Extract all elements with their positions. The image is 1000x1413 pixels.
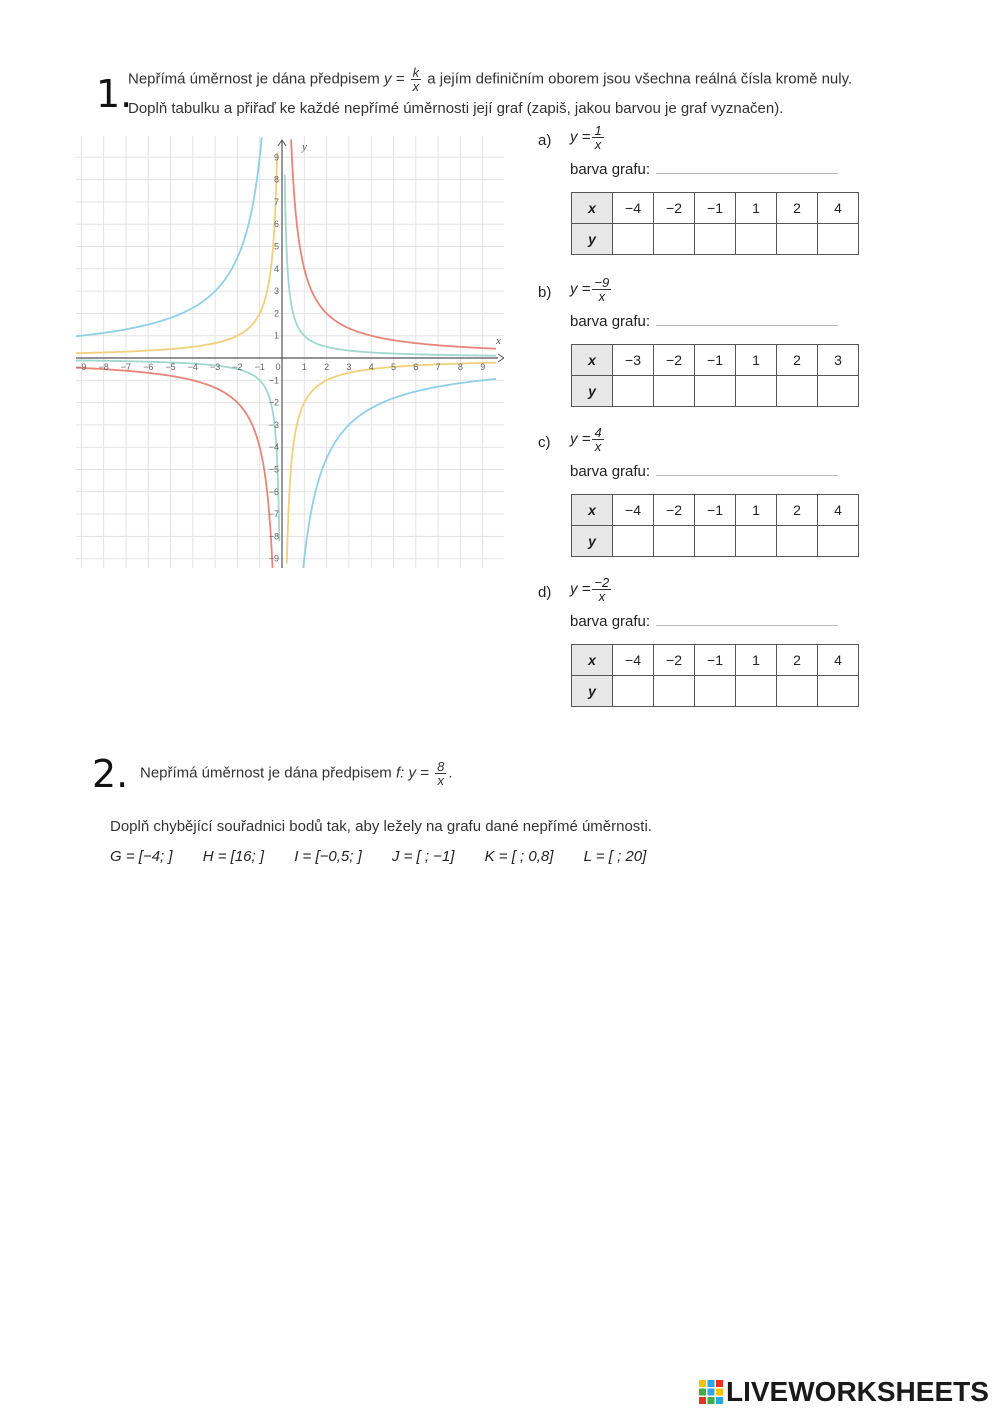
question-2-number: 2. <box>92 752 129 796</box>
q2-intro-pre: Nepřímá úměrnost je dána předpisem <box>140 764 392 782</box>
x-cell: 3 <box>818 345 859 376</box>
y-tick-label: 1 <box>273 330 279 341</box>
y-tick-label: 5 <box>273 241 279 252</box>
formula-fraction <box>592 576 611 603</box>
barva-grafu <box>570 613 838 630</box>
x-tick-label: 5 <box>390 362 397 372</box>
hyperbola-curve <box>287 363 496 564</box>
y-answer-cell[interactable] <box>613 224 654 255</box>
table-row-x <box>572 193 859 224</box>
x-cell: −1 <box>695 193 736 224</box>
formula-y: y = <box>570 430 591 448</box>
x-cell: 1 <box>736 345 777 376</box>
logo-icon <box>698 1379 724 1405</box>
point-l[interactable]: L = [ ; 20] <box>583 848 647 865</box>
barva-label: barva grafu: <box>570 161 651 178</box>
y-answer-cell[interactable] <box>777 376 818 407</box>
hyperbola-curve <box>302 379 496 568</box>
barva-answer-field[interactable] <box>656 172 838 174</box>
y-answer-cell[interactable] <box>818 224 859 255</box>
item-label: a) <box>538 132 552 149</box>
row-header-x: x <box>572 345 613 376</box>
x-cell: −1 <box>695 345 736 376</box>
fraction-denominator: x <box>598 589 606 604</box>
x-cell: −4 <box>613 495 654 526</box>
point-g[interactable]: G = [−4; ] <box>110 848 173 865</box>
formula-fraction <box>592 426 603 453</box>
item-formula <box>570 576 613 603</box>
x-tick-label: −5 <box>165 362 176 372</box>
value-table <box>571 644 859 707</box>
row-header-y: y <box>572 376 613 407</box>
point-k[interactable]: K = [ ; 0,8] <box>484 848 554 865</box>
y-tick-label: 7 <box>273 196 279 207</box>
y-tick-label: −1 <box>268 375 279 386</box>
x-cell: −2 <box>654 345 695 376</box>
q2-instruction: Doplň chybějící souřadnici bodů tak, aby ležely na grafu dané nepřímé úměrnosti. <box>110 818 652 835</box>
y-tick-label: −5 <box>268 464 279 475</box>
x-cell: 2 <box>777 495 818 526</box>
barva-grafu <box>570 161 838 178</box>
q2-intro-den: x <box>437 773 444 788</box>
x-cell: 1 <box>736 193 777 224</box>
x-tick-label: 7 <box>435 362 441 372</box>
x-tick-label: 9 <box>480 362 486 372</box>
y-tick-label: −2 <box>268 397 279 408</box>
fraction-denominator: x <box>598 289 606 304</box>
point-i[interactable]: I = [−0,5; ] <box>294 848 362 865</box>
item-formula <box>570 124 606 151</box>
y-answer-cell[interactable] <box>613 526 654 557</box>
value-table <box>571 344 859 407</box>
y-answer-cell[interactable] <box>695 224 736 255</box>
x-tick-label: −9 <box>76 362 87 372</box>
y-answer-cell[interactable] <box>736 376 777 407</box>
x-cell: −2 <box>654 193 695 224</box>
barva-label: barva grafu: <box>570 313 651 330</box>
x-axis-label: x <box>496 335 501 347</box>
y-answer-cell[interactable] <box>695 376 736 407</box>
fraction-numerator: 4 <box>594 425 602 440</box>
x-cell: −2 <box>654 645 695 676</box>
fraction-numerator: −2 <box>594 575 610 590</box>
barva-answer-field[interactable] <box>656 624 838 626</box>
barva-label: barva grafu: <box>570 463 651 480</box>
y-answer-cell[interactable] <box>695 676 736 707</box>
item-label: d) <box>538 584 552 601</box>
x-cell: −3 <box>613 345 654 376</box>
q1-intro-fraction <box>411 66 422 93</box>
hyperbola-graph <box>76 136 504 568</box>
y-answer-cell[interactable] <box>654 676 695 707</box>
y-answer-cell[interactable] <box>736 224 777 255</box>
row-header-x: x <box>572 645 613 676</box>
item-formula <box>570 276 613 303</box>
q2-intro-f: f: y = <box>395 764 429 782</box>
q2-intro-num: 8 <box>437 759 445 774</box>
table-row-y <box>572 526 859 557</box>
x-tick-label: −4 <box>187 362 198 372</box>
y-tick-label: 9 <box>273 152 279 163</box>
x-tick-label: −8 <box>98 362 109 372</box>
x-tick-label: 3 <box>346 362 352 372</box>
barva-grafu <box>570 313 838 330</box>
x-tick-label: 1 <box>301 362 307 372</box>
q1-intro-pre: Nepřímá úměrnost je dána předpisem <box>128 70 380 88</box>
x-tick-label: 0 <box>275 362 281 372</box>
q1-intro-post: a jejím definičním oborem jsou všechna reálná čísla kromě nuly. <box>427 70 853 88</box>
x-cell: 1 <box>736 645 777 676</box>
y-answer-cell[interactable] <box>736 676 777 707</box>
y-answer-cell[interactable] <box>777 224 818 255</box>
item-label: c) <box>538 434 551 451</box>
x-cell: 2 <box>777 193 818 224</box>
y-tick-label: 3 <box>273 286 279 297</box>
y-answer-cell[interactable] <box>654 376 695 407</box>
y-tick-label: −3 <box>268 419 279 430</box>
y-tick-label: 8 <box>273 174 279 185</box>
x-cell: −1 <box>695 495 736 526</box>
y-answer-cell[interactable] <box>613 676 654 707</box>
q1-intro-k: k <box>412 65 420 80</box>
x-cell: −2 <box>654 495 695 526</box>
y-tick-label: −4 <box>268 442 279 453</box>
q2-intro-line <box>140 760 452 787</box>
table-row-x <box>572 495 859 526</box>
fraction-numerator: −9 <box>594 275 610 290</box>
q2-points <box>110 848 672 865</box>
y-answer-cell[interactable] <box>818 526 859 557</box>
x-cell: 4 <box>818 645 859 676</box>
x-cell: −4 <box>613 645 654 676</box>
q1-intro-x: x <box>412 79 420 94</box>
table-row-y <box>572 376 859 407</box>
row-header-y: y <box>572 526 613 557</box>
value-table <box>571 192 859 255</box>
x-cell: 2 <box>777 645 818 676</box>
barva-answer-field[interactable] <box>656 474 838 476</box>
y-tick-label: −8 <box>268 531 279 542</box>
table-row-x <box>572 645 859 676</box>
q2-intro-end: . <box>448 764 453 782</box>
x-tick-label: −1 <box>254 362 265 372</box>
formula-fraction <box>592 276 611 303</box>
table-row-y <box>572 224 859 255</box>
formula-y: y = <box>570 280 591 298</box>
point-h[interactable]: H = [16; ] <box>202 848 265 865</box>
value-table <box>571 494 859 557</box>
y-answer-cell[interactable] <box>818 376 859 407</box>
q2-intro-fraction <box>435 760 446 787</box>
item-label: b) <box>538 284 552 301</box>
x-cell: 4 <box>818 193 859 224</box>
y-answer-cell[interactable] <box>777 676 818 707</box>
row-header-y: y <box>572 224 613 255</box>
x-tick-label: 6 <box>413 362 419 372</box>
x-tick-label: 4 <box>368 362 374 372</box>
liveworksheets-logo <box>698 1376 989 1408</box>
hyperbola-curve <box>76 153 277 354</box>
y-axis-label: y <box>302 141 307 153</box>
fraction-denominator: x <box>594 439 602 454</box>
table-row-y <box>572 676 859 707</box>
logo-text: LIVEWORKSHEETS <box>726 1376 989 1407</box>
row-header-x: x <box>572 193 613 224</box>
formula-fraction <box>592 124 603 151</box>
q1-intro-y: y = <box>383 70 405 88</box>
x-cell: 2 <box>777 345 818 376</box>
formula-y: y = <box>570 128 591 146</box>
x-cell: 4 <box>818 495 859 526</box>
y-answer-cell[interactable] <box>613 376 654 407</box>
row-header-x: x <box>572 495 613 526</box>
point-j[interactable]: J = [ ; −1] <box>391 848 455 865</box>
x-tick-label: 2 <box>324 362 330 372</box>
barva-answer-field[interactable] <box>656 324 838 326</box>
y-answer-cell[interactable] <box>654 224 695 255</box>
barva-grafu <box>570 463 838 480</box>
x-cell: −1 <box>695 645 736 676</box>
question-1-number: 1. <box>96 72 133 116</box>
x-tick-label: −3 <box>209 362 221 372</box>
q1-intro-line <box>128 66 852 93</box>
y-tick-label: 6 <box>273 219 279 230</box>
y-answer-cell[interactable] <box>695 526 736 557</box>
x-tick-label: 8 <box>457 362 463 372</box>
y-tick-label: 4 <box>273 263 279 274</box>
x-cell: −4 <box>613 193 654 224</box>
item-formula <box>570 426 606 453</box>
hyperbola-curve <box>76 367 273 568</box>
q1-instruction: Doplň tabulku a přiřaď ke každé nepřímé úměrnosti její graf (zapiš, jakou barvou je graf vyznačen). <box>128 100 784 117</box>
x-tick-label: −2 <box>232 362 243 372</box>
row-header-y: y <box>572 676 613 707</box>
x-tick-label: −6 <box>143 362 154 372</box>
y-answer-cell[interactable] <box>736 526 777 557</box>
fraction-numerator: 1 <box>594 123 602 138</box>
x-cell: 1 <box>736 495 777 526</box>
y-tick-label: 2 <box>273 308 279 319</box>
y-tick-label: −9 <box>268 553 279 564</box>
y-tick-label: −6 <box>268 486 279 497</box>
table-row-x <box>572 345 859 376</box>
formula-y: y = <box>570 580 591 598</box>
y-answer-cell[interactable] <box>654 526 695 557</box>
x-tick-label: −7 <box>120 362 132 372</box>
y-tick-label: −7 <box>268 509 279 520</box>
y-answer-cell[interactable] <box>777 526 818 557</box>
y-answer-cell[interactable] <box>818 676 859 707</box>
fraction-denominator: x <box>594 137 602 152</box>
barva-label: barva grafu: <box>570 613 651 630</box>
